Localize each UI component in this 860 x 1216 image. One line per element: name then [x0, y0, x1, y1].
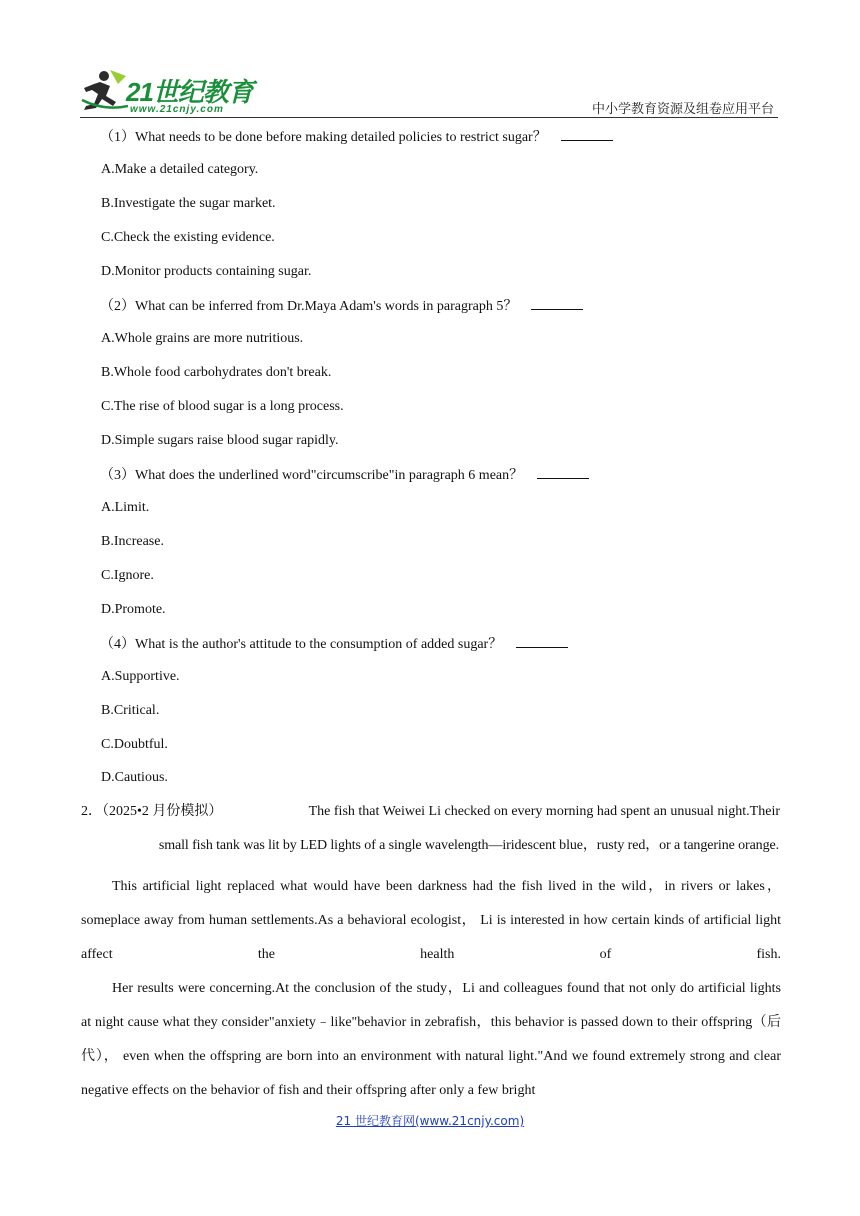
option-2d: D.Simple sugars raise blood sugar rapidly. — [101, 433, 339, 448]
option-3c: C.Ignore. — [101, 568, 154, 583]
option-2c: C.The rise of blood sugar is a long process. — [101, 399, 344, 414]
passage-paragraph: Her results were concerning.At the conclusion of the study，Li and colleagues found that not only do artificial lights at night cause what they consider"anxiety﹣like"behavior in zebrafish，this behavior is passed down to their offspring（后代）， even when the offspring are born into an environment with natural light."And we found extremely strong and clear negative effects on the behavior of fish and their offspring after only a few bright — [81, 981, 781, 1098]
option-4d: D.Cautious. — [101, 770, 168, 785]
logo — [80, 66, 280, 118]
passage-line-2: small fish tank was lit by LED lights of a single wavelength—iridescent blue，rusty red，or a tangerine orange. — [158, 838, 779, 853]
question-stem-1: （1）What needs to be done before making detailed policies to restrict sugar？ — [100, 126, 613, 148]
option-4a: A.Supportive. — [101, 669, 180, 684]
answer-blank[interactable] — [516, 633, 568, 648]
option-2b: B.Whole food carbohydrates don't break. — [101, 365, 332, 380]
logo-url: www.21cnjy.com — [130, 104, 224, 115]
answer-blank[interactable] — [531, 295, 583, 310]
option-4c: C.Doubtful. — [101, 737, 168, 752]
option-4b: B.Critical. — [101, 703, 160, 718]
page-header — [80, 66, 778, 118]
option-1c: C.Check the existing evidence. — [101, 230, 275, 245]
question-stem-4: （4）What is the author's attitude to the consumption of added sugar？ — [100, 633, 568, 655]
footer-link[interactable]: 21 世纪教育网(www.21cnjy.com) — [335, 1114, 525, 1128]
runner-logo-icon — [80, 66, 130, 116]
question-stem-3: （3）What does the underlined word"circumscribe"in paragraph 6 mean？ — [100, 464, 589, 486]
passage-line-1: The fish that Weiwei Li checked on every morning had spent an unusual night.Their — [308, 804, 780, 819]
option-1a: A.Make a detailed category. — [101, 162, 259, 177]
header-divider — [80, 117, 778, 118]
option-1d: D.Monitor products containing sugar. — [101, 264, 312, 279]
option-3d: D.Promote. — [101, 602, 166, 617]
question-stem-2: （2）What can be inferred from Dr.Maya Adam's words in paragraph 5？ — [100, 295, 583, 317]
option-1b: B.Investigate the sugar market. — [101, 196, 276, 211]
answer-blank[interactable] — [537, 464, 589, 479]
answer-blank[interactable] — [561, 126, 613, 141]
logo-text: 21世纪教育 — [126, 77, 253, 107]
option-3b: B.Increase. — [101, 534, 164, 549]
option-2a: A.Whole grains are more nutritious. — [101, 331, 304, 346]
header-tagline: 中小学教育资源及组卷应用平台 — [591, 102, 774, 117]
option-3a: A.Limit. — [101, 500, 150, 515]
passage-heading: 2．（2025•2 月份模拟） — [81, 804, 223, 819]
passage-paragraph: This artificial light replaced what would have been darkness had the fish lived in the wild，in rivers or lakes，someplace away from human settlements.As a behavioral ecologist， Li is interested in how certain kinds of artificial light affect the health of fish. — [81, 879, 781, 962]
